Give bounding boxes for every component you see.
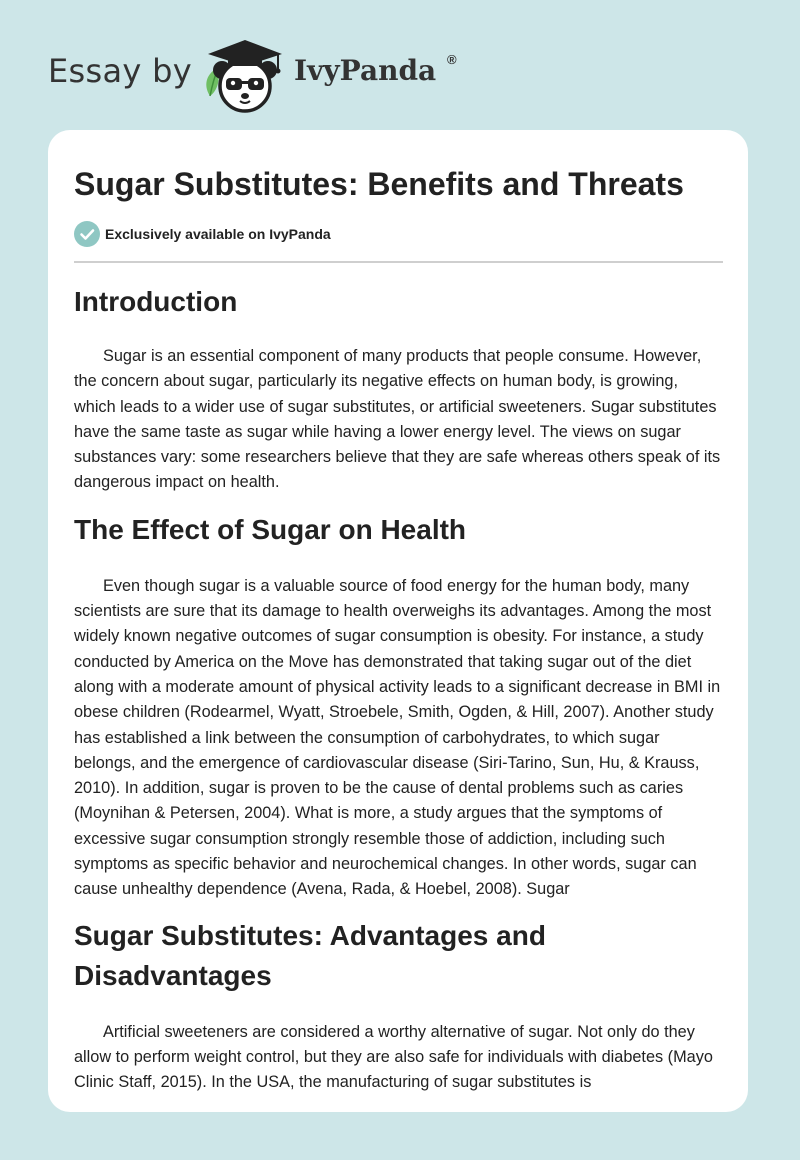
site-header-logo[interactable] — [48, 34, 508, 114]
section-heading-effect-of-sugar: The Effect of Sugar on Health — [74, 513, 467, 545]
section-paragraph-advantages-disadvantages: Artificial sweeteners are considered a worthy alternative of sugar. Not only do they allow to perform weight control, but they are also safe for individuals with diabetes (Mayo Clinic Staff, 2015). In the USA, the manufacturing of sugar substitutes is — [74, 1022, 713, 1092]
essay-body — [74, 282, 724, 1096]
exclusive-badge — [74, 221, 474, 247]
exclusive-badge-text: Exclusively available on IvyPanda — [105, 226, 331, 242]
panda-logo-icon — [200, 34, 288, 114]
essay-card — [48, 130, 748, 1112]
section-heading-advantages-disadvantages: Sugar Substitutes: Advantages and Disadvantages — [74, 919, 546, 991]
check-circle-icon — [74, 221, 100, 247]
section-paragraph-introduction: Sugar is an essential component of many products that people consume. However, the concern about sugar, particularly its negative effects on human body, is growing, which leads to a wider use of sugar substitutes, or artificial sweeteners. Sugar substitutes have the same taste as sugar while having a lower energy level. The views on sugar substances vary: some researchers believe that they are safe whereas others speak of its dangerous impact on health. — [74, 347, 721, 492]
essay-title: Sugar Substitutes: Benefits and Threats — [74, 166, 684, 202]
registered-mark: ® — [447, 52, 457, 67]
section-heading-introduction: Introduction — [74, 286, 238, 317]
brand-name: IvyPanda — [294, 54, 437, 87]
title-divider — [74, 261, 723, 263]
essay-by-label: Essay by — [48, 52, 192, 90]
section-paragraph-effect-of-sugar: Even though sugar is a valuable source of food energy for the human body, many scientists are sure that its damage to health overweighs its advantages. Among the most widely known negative outcomes of sugar consumption is obesity. For instance, a study conducted by America on the Move has demonstrated that taking sugar out of the diet along with a moderate amount of physical activity leads to a significant decrease in BMI in obese children (Rodearmel, Wyatt, Stroebele, Smith, Ogden, & Hill, 2007). Another study has established a link between the consumption of carbohydrates, to which sugar belongs, and the emergence of cardiovascular disease (Siri-Tarino, Sun, Hu, & Krauss, 2010). In addition, sugar is proven to be the cause of dental problems such as caries (Moynihan & Petersen, 2004). What is more, a study argues that the symptoms of excessive sugar consumption strongly resemble those of addiction, including such symptoms as specific behavior and neurochemical changes. In other words, sugar can cause unhealthy dependence (Avena, Rada, & Hoebel, 2008). Sugar — [74, 576, 721, 899]
